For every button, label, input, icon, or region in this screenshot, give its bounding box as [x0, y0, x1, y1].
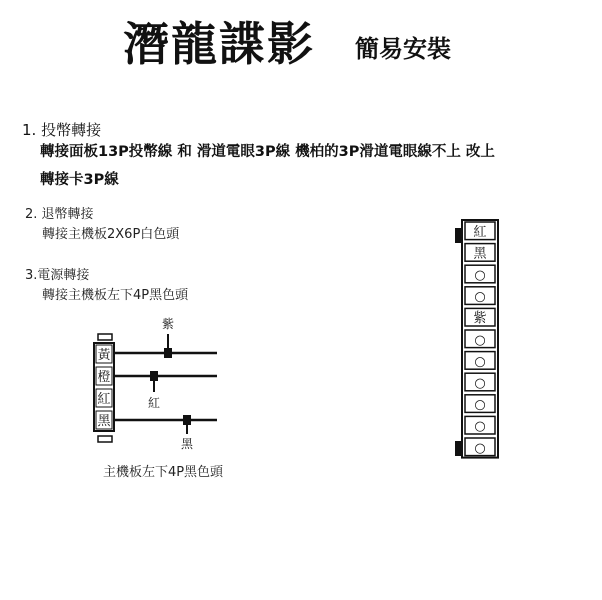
power-pin-label: 黑: [97, 414, 111, 429]
panel-pin-label: ○: [474, 332, 486, 348]
step-1-heading: 1. 投幣轉接: [22, 121, 102, 139]
panel-pin-label: 紅: [473, 224, 487, 240]
panel-connector-latch-bottom: [455, 441, 462, 456]
panel-pin-label: 黑: [473, 246, 487, 262]
panel-pin-label: ○: [474, 397, 486, 413]
panel-pin-label: 紫: [473, 311, 487, 327]
step-2-line-1: 轉接主機板2X6P白色頭: [42, 227, 180, 242]
black-tap: [183, 415, 191, 425]
panel-pin-label: ○: [474, 376, 486, 391]
panel-connector-latch-top: [455, 228, 462, 243]
panel-pin-label: ○: [474, 440, 486, 456]
step-3-line-1: 轉接主機板左下4P黑色頭: [42, 288, 189, 303]
step-1-line-2: 轉接卡3P線: [40, 172, 119, 188]
panel-pin-label: ○: [474, 354, 486, 370]
power-connector-caption: 主機板左下4P黑色頭: [102, 465, 224, 480]
panel-pin-label: ○: [474, 289, 486, 305]
step-2-heading: 2. 退幣轉接: [25, 207, 94, 222]
panel-pin-label: ○: [474, 419, 486, 435]
page-title: 潛龍諜影: [123, 17, 315, 71]
power-connector-latch-bottom: [98, 436, 112, 442]
page-subtitle: 簡易安裝: [355, 35, 451, 63]
purple-tap: [164, 348, 172, 358]
panel-pin-label: ○: [474, 268, 486, 283]
step-3-heading: 3.電源轉接: [25, 268, 90, 283]
power-connector-latch-top: [98, 334, 112, 340]
panel-connector: [455, 220, 498, 458]
power-pin-label: 黃: [97, 348, 111, 363]
step-1-line-1: 轉接面板13P投幣線 和 滑道電眼3P線 機柏的3P滑道電眼線不上 改上: [40, 144, 495, 160]
power-connector: [94, 316, 217, 451]
wire-label-purple: 紫: [161, 317, 175, 331]
power-pin-label: 橙: [97, 370, 111, 385]
wire-label-black: 黑: [180, 437, 194, 451]
power-pin-label: 紅: [97, 392, 111, 407]
red-tap: [150, 371, 158, 381]
wire-label-red: 紅: [147, 396, 161, 410]
